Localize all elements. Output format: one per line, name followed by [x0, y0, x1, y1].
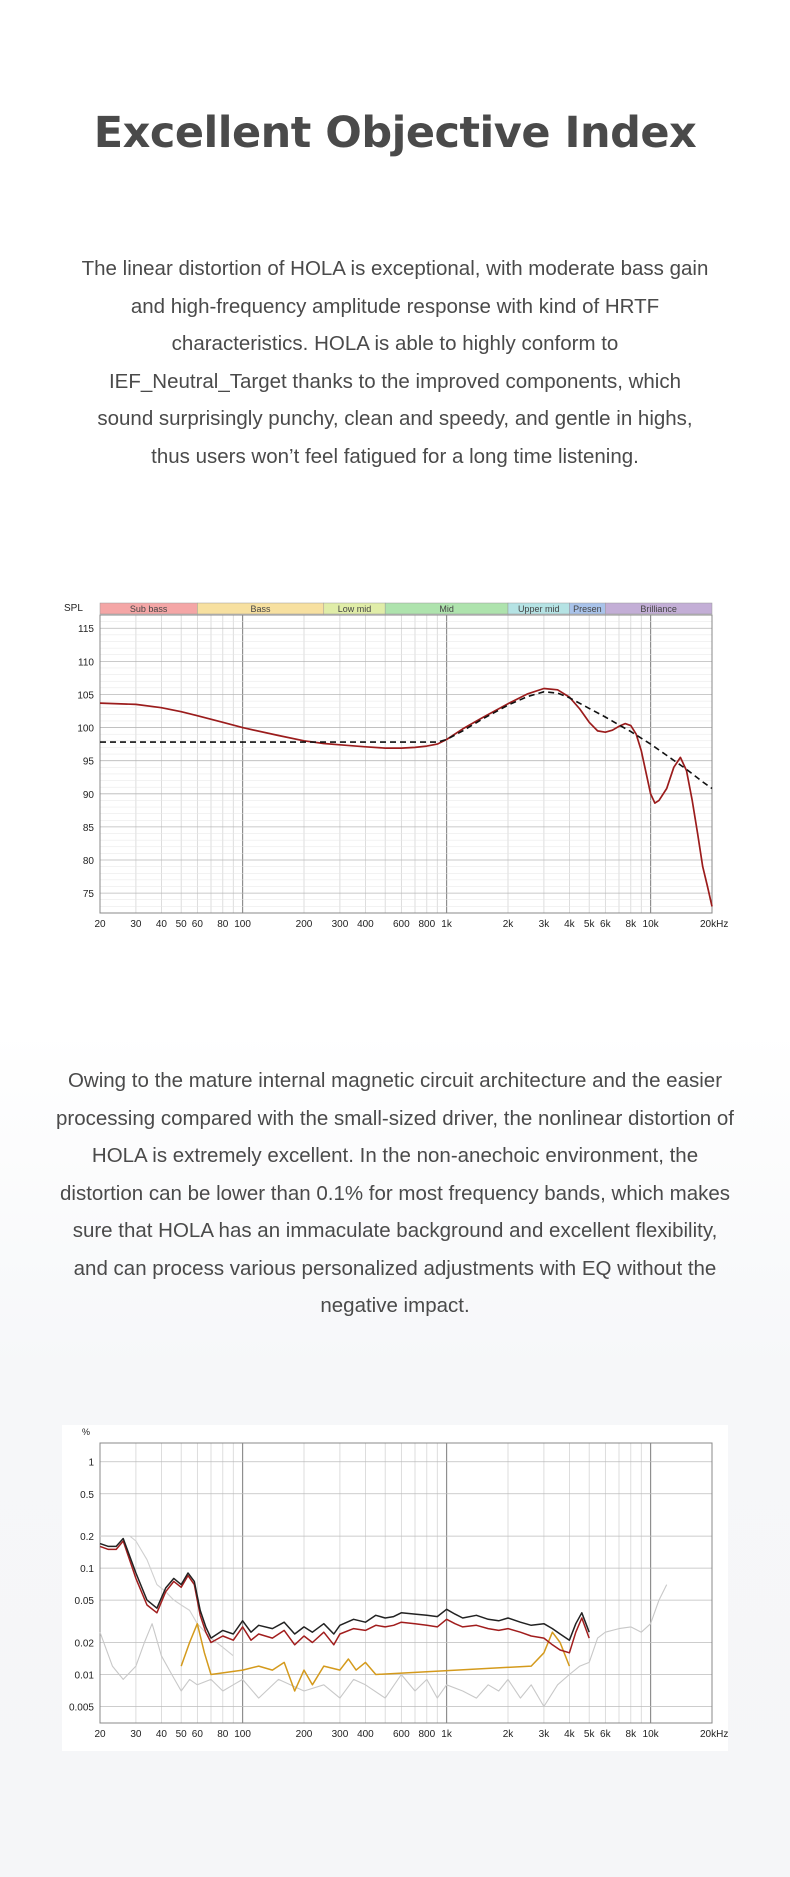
- x-tick-label: 2k: [502, 919, 514, 930]
- x-tick-label: 400: [357, 1729, 374, 1740]
- x-tick-label: 1k: [441, 1729, 452, 1740]
- x-tick-label: 30: [130, 1729, 142, 1740]
- x-tick-label: 800: [418, 919, 436, 930]
- x-tick-label: 80: [217, 1729, 229, 1740]
- y-tick-label: 0.01: [74, 1670, 94, 1682]
- x-tick-label: 100: [234, 919, 251, 930]
- x-tick-label: 40: [155, 919, 167, 930]
- x-tick-label: 40: [155, 1729, 167, 1740]
- x-tick-label: 300: [331, 919, 349, 930]
- y-tick-label: 95: [82, 756, 94, 768]
- x-tick-label: 3k: [538, 919, 550, 930]
- x-tick-label: 20kHz: [700, 1729, 728, 1740]
- x-tick-label: 3k: [538, 1729, 550, 1740]
- x-tick-label: 5k: [583, 1729, 595, 1740]
- x-tick-label: 80: [217, 919, 229, 930]
- y-tick-label: 105: [77, 690, 94, 702]
- nonlinear-distortion-description: Owing to the mature internal magnetic circuit architecture and the easier processing compared with the small-sized driver, the nonlinear distortion of HOLA is extremely excellent. In the non-anechoic environment, the distortion can be lower than 0.1% for most frequency bands, which makes sure that HOLA has an immaculate background and excellent flexibility, and can process various personalized adjustments with EQ without the negative impact.: [56, 1069, 734, 1317]
- linear-distortion-description: The linear distortion of HOLA is exceptional, with moderate bass gain and high-frequency amplitude response with kind of HRTF characteristics. HOLA is able to highly conform to IEF_Neutral_Target thanks to the improved components, which sound surprisingly punchy, clean and speedy, and gentle in highs, thus users won’t feel fatigued for a long time listening.: [81, 257, 709, 468]
- y-tick-label: 1: [88, 1457, 94, 1469]
- x-tick-label: 100: [234, 1729, 251, 1740]
- y-axis-label: %: [81, 1427, 91, 1437]
- x-tick-label: 60: [191, 1729, 203, 1740]
- x-tick-label: 5k: [583, 919, 595, 930]
- x-tick-label: 30: [130, 919, 142, 930]
- x-tick-label: 10k: [642, 1729, 659, 1740]
- x-tick-label: 20: [94, 1729, 106, 1740]
- x-tick-label: 600: [392, 919, 410, 930]
- band-label: Presen: [573, 604, 602, 614]
- y-tick-label: 0.05: [74, 1596, 94, 1608]
- y-tick-label: 85: [82, 822, 94, 834]
- x-tick-label: 200: [295, 919, 313, 930]
- y-tick-label: 0.1: [80, 1564, 94, 1576]
- band-label: Brilliance: [640, 604, 677, 614]
- x-tick-label: 1k: [441, 919, 452, 930]
- x-tick-label: 4k: [564, 1729, 575, 1740]
- band-label: Upper mid: [517, 604, 560, 614]
- x-tick-label: 8k: [625, 1729, 637, 1740]
- y-tick-label: 100: [77, 723, 94, 735]
- x-tick-label: 20kHz: [700, 919, 729, 930]
- frequency-response-chart: [60, 595, 730, 935]
- x-tick-label: 50: [175, 1729, 187, 1740]
- x-tick-label: 6k: [600, 1729, 611, 1740]
- x-tick-label: 300: [331, 1729, 349, 1740]
- y-tick-label: 0.5: [80, 1489, 94, 1501]
- x-tick-label: 10k: [642, 919, 659, 930]
- x-tick-label: 50: [175, 919, 187, 930]
- band-label: Sub bass: [129, 604, 168, 614]
- x-tick-label: 4k: [564, 919, 575, 930]
- y-tick-label: 90: [82, 789, 94, 801]
- y-tick-label: 80: [82, 856, 94, 868]
- x-tick-label: 2k: [502, 1729, 514, 1740]
- x-tick-label: 600: [392, 1729, 410, 1740]
- band-label: Mid: [439, 604, 454, 614]
- band-label: Bass: [250, 604, 271, 614]
- x-tick-label: 800: [418, 1729, 436, 1740]
- y-tick-label: 115: [78, 624, 94, 636]
- x-tick-label: 400: [357, 919, 374, 930]
- x-tick-label: 60: [191, 919, 203, 930]
- y-tick-label: 0.02: [74, 1638, 94, 1650]
- y-tick-label: 0.005: [68, 1702, 94, 1714]
- y-tick-label: 75: [82, 889, 94, 901]
- page-title: Excellent Objective Index: [93, 108, 697, 158]
- band-label: Low mid: [337, 604, 372, 614]
- y-tick-label: 110: [78, 657, 94, 669]
- x-tick-label: 8k: [625, 919, 637, 930]
- x-tick-label: 20: [94, 919, 106, 930]
- distortion-chart: [62, 1425, 728, 1751]
- x-tick-label: 6k: [600, 919, 611, 930]
- y-axis-label: SPL: [64, 603, 83, 614]
- x-tick-label: 200: [295, 1729, 313, 1740]
- y-tick-label: 0.2: [80, 1532, 94, 1544]
- plot-area: [100, 615, 712, 913]
